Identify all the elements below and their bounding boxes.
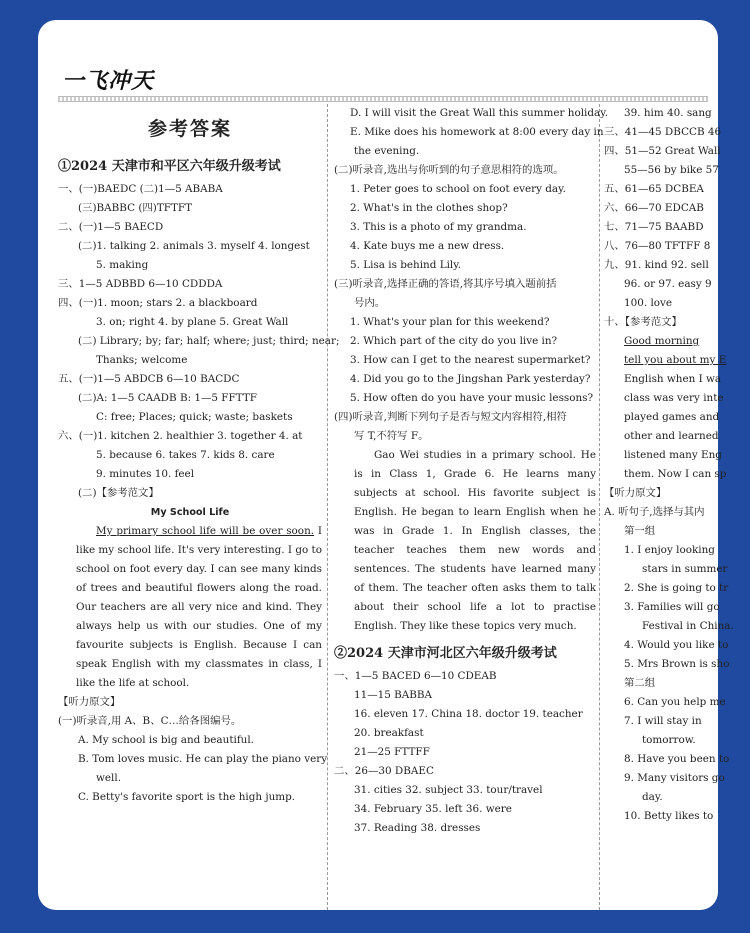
answer-line: 55—56 by bike 57 <box>624 164 719 176</box>
group-label: 第一组 <box>624 525 656 537</box>
listening-item: 1. I enjoy looking <box>624 544 715 556</box>
answer-line: 3. on; right 4. by plane 5. Great Wall <box>96 316 289 328</box>
answer-line: (二) Library; by; far; half; where; just; third; near; <box>78 335 340 347</box>
answer-line: 21—25 FTTFF <box>354 746 430 758</box>
answer-line: 三、1—5 ADBBD 6—10 CDDDA <box>58 278 223 290</box>
listening-item: 5. Mrs Brown is sho <box>624 658 730 670</box>
essay-line: class was very inte <box>624 392 724 404</box>
listening-item: 2. Which part of the city do you live in? <box>350 335 558 347</box>
answer-page <box>38 20 734 910</box>
passage-text: Gao Wei studies in a primary school. He is in Class 1, Grade 6. He learns many subjects at school. His favorite subject is English. He began to learn English when he was in Grade 1. In English classes, the teacher teaches them new words and sentences. The students have learned many of them. The teacher often asks them to talk about their school life a lot to practise English. They like these topics very much. <box>354 449 596 632</box>
listening-item: 3. This is a photo of my grandma. <box>350 221 527 233</box>
listening-item: 4. Would you like to <box>624 639 729 651</box>
listening-passage <box>334 446 596 636</box>
essay-line: played games and <box>624 411 720 423</box>
listening-item: D. I will visit the Great Wall this summer holiday. <box>350 107 609 119</box>
listening-instruction: 号内。 <box>354 297 386 309</box>
answer-line: 六、66—70 EDCAB <box>604 202 704 214</box>
answer-line: Thanks; welcome <box>96 354 188 366</box>
essay-line <box>604 332 718 351</box>
listening-item: C. Betty's favorite sport is the high jump. <box>78 791 296 803</box>
column-right <box>604 104 734 826</box>
answer-line: 37. Reading 38. dresses <box>354 822 481 834</box>
group-label: 第二组 <box>624 677 656 689</box>
essay-underlined: tell you about my E <box>624 354 727 366</box>
page-title: 参考答案 <box>147 118 232 140</box>
listening-item: 4. Did you go to the Jingshan Park yesterday? <box>350 373 591 385</box>
essay-line: them. Now I can sp <box>624 468 727 480</box>
answer-line: 五、(一)1—5 ABDCB 6—10 BACDC <box>58 373 240 385</box>
listening-item: tomorrow. <box>642 734 696 746</box>
listening-item: 2. What's in the clothes shop? <box>350 202 508 214</box>
answer-line: 5. making <box>96 259 149 271</box>
answer-line: (二)【参考范文】 <box>78 487 159 499</box>
listening-instruction: 写 T,不符写 F。 <box>354 430 429 442</box>
header-rule <box>58 96 708 102</box>
essay-line: listened many Eng <box>624 449 722 461</box>
essay-body: I like my school life. It's very interesting. I go to school on foot every day. I can see many kinds of trees and beautiful flowers along the road. Our teachers are all very nice and kind. They always help us with our studies. One of my favourite subjects is English. Because I can speak English with my classmates in class, I like the life at school. <box>76 525 322 689</box>
listening-item: well. <box>96 772 121 784</box>
answer-line: 11—15 BABBA <box>354 689 433 701</box>
listening-item: 3. How can I get to the nearest supermarket? <box>350 354 591 366</box>
listening-item: 1. What's your plan for this weekend? <box>350 316 550 328</box>
listening-item: the evening. <box>354 145 420 157</box>
listening-instruction: (二)听录音,选出与你听到的句子意思相符的选项。 <box>334 164 564 176</box>
listening-item: 3. Families will go <box>624 601 720 613</box>
listening-item: 10. Betty likes to <box>624 810 714 822</box>
answer-line: 四、51—52 Great Wall <box>604 145 721 157</box>
listening-item: B. Tom loves music. He can play the piano very <box>78 753 328 765</box>
listening-item: 4. Kate buys me a new dress. <box>350 240 505 252</box>
essay-title: My School Life <box>150 507 230 518</box>
listening-item: 2. She is going to tr <box>624 582 729 594</box>
answer-line: 9. minutes 10. feel <box>96 468 195 480</box>
answer-line: 一、1—5 BACED 6—10 CDEAB <box>334 670 497 682</box>
listening-item: Festival in China. <box>642 620 734 632</box>
sample-essay <box>58 522 322 693</box>
listening-item: 8. Have you been to <box>624 753 730 765</box>
listening-instruction: A. 听句子,选择与其内 <box>604 506 705 518</box>
listening-item: day. <box>642 791 663 803</box>
answer-line: (二)1. talking 2. animals 3. myself 4. longest <box>78 240 310 252</box>
listening-item: 5. Lisa is behind Lily. <box>350 259 462 271</box>
answer-line: 39. him 40. sang <box>624 107 712 119</box>
essay-line <box>604 351 727 370</box>
column-left <box>58 104 340 807</box>
essay-line: English when I wa <box>624 373 722 385</box>
listening-item: 5. How often do you have your music lessons? <box>350 392 594 404</box>
answer-line: 三、41—45 DBCCB 46 <box>604 126 722 138</box>
answer-line: (三)BABBC (四)TFTFT <box>78 202 193 214</box>
listening-instruction: (四)听录音,判断下列句子是否与短文内容相符,相符 <box>334 411 567 423</box>
essay-line: other and learned <box>624 430 719 442</box>
answer-line: 20. breakfast <box>354 727 424 739</box>
listening-item: stars in summer <box>642 563 728 575</box>
answer-line: 16. eleven 17. China 18. doctor 19. teacher <box>354 708 583 720</box>
answer-line: 一、(一)BAEDC (二)1—5 ABABA <box>58 183 223 195</box>
listening-heading: 【听力原文】 <box>58 696 121 708</box>
listening-instruction: (一)听录音,用 A、B、C…给各图编号。 <box>58 715 242 727</box>
answer-line: 100. love <box>624 297 673 309</box>
answer-line: 五、61—65 DCBEA <box>604 183 704 195</box>
answer-line: 七、71—75 BAABD <box>604 221 704 233</box>
listening-item: 7. I will stay in <box>624 715 702 727</box>
answer-line: 二、26—30 DBAEC <box>334 765 434 777</box>
listening-item: 6. Can you help me <box>624 696 726 708</box>
answer-line: 34. February 35. left 36. were <box>354 803 512 815</box>
answer-line: C: free; Places; quick; waste; baskets <box>96 411 293 423</box>
essay-underlined: Good morning <box>624 335 700 347</box>
listening-heading: 【听力原文】 <box>604 487 667 499</box>
answer-line: 四、(一)1. moon; stars 2. a blackboard <box>58 297 258 309</box>
listening-item: E. Mike does his homework at 8:00 every day in <box>350 126 604 138</box>
answer-line: 六、(一)1. kitchen 2. healthier 3. together 4. at <box>58 430 303 442</box>
answer-line: 八、76—80 TFTFF 8 <box>604 240 711 252</box>
column-divider <box>599 104 600 910</box>
section-heading: ②2024 天津市河北区六年级升级考试 <box>334 646 557 661</box>
listening-item: 1. Peter goes to school on foot every day. <box>350 183 566 195</box>
answer-line: 九、91. kind 92. sell <box>604 259 709 271</box>
answer-line: 二、(一)1—5 BAECD <box>58 221 164 233</box>
column-divider <box>327 104 328 910</box>
column-middle <box>334 104 609 838</box>
listening-item: 9. Many visitors go <box>624 772 725 784</box>
listening-item: A. My school is big and beautiful. <box>78 734 254 746</box>
answer-line: 5. because 6. takes 7. kids 8. care <box>96 449 275 461</box>
brand-logo: 一飞冲天 <box>62 69 155 94</box>
answer-line: 十、【参考范文】 <box>604 316 682 328</box>
answer-line: (二)A: 1—5 CAADB B: 1—5 FFTTF <box>78 392 257 404</box>
listening-instruction: (三)听录音,选择正确的答语,将其序号填入题前括 <box>334 278 557 290</box>
essay-underlined-sentence: My primary school life will be over soon. <box>96 525 315 537</box>
answer-line: 96. or 97. easy 9 <box>624 278 712 290</box>
section-heading: ①2024 天津市和平区六年级升级考试 <box>58 159 281 174</box>
answer-line: 31. cities 32. subject 33. tour/travel <box>354 784 543 796</box>
